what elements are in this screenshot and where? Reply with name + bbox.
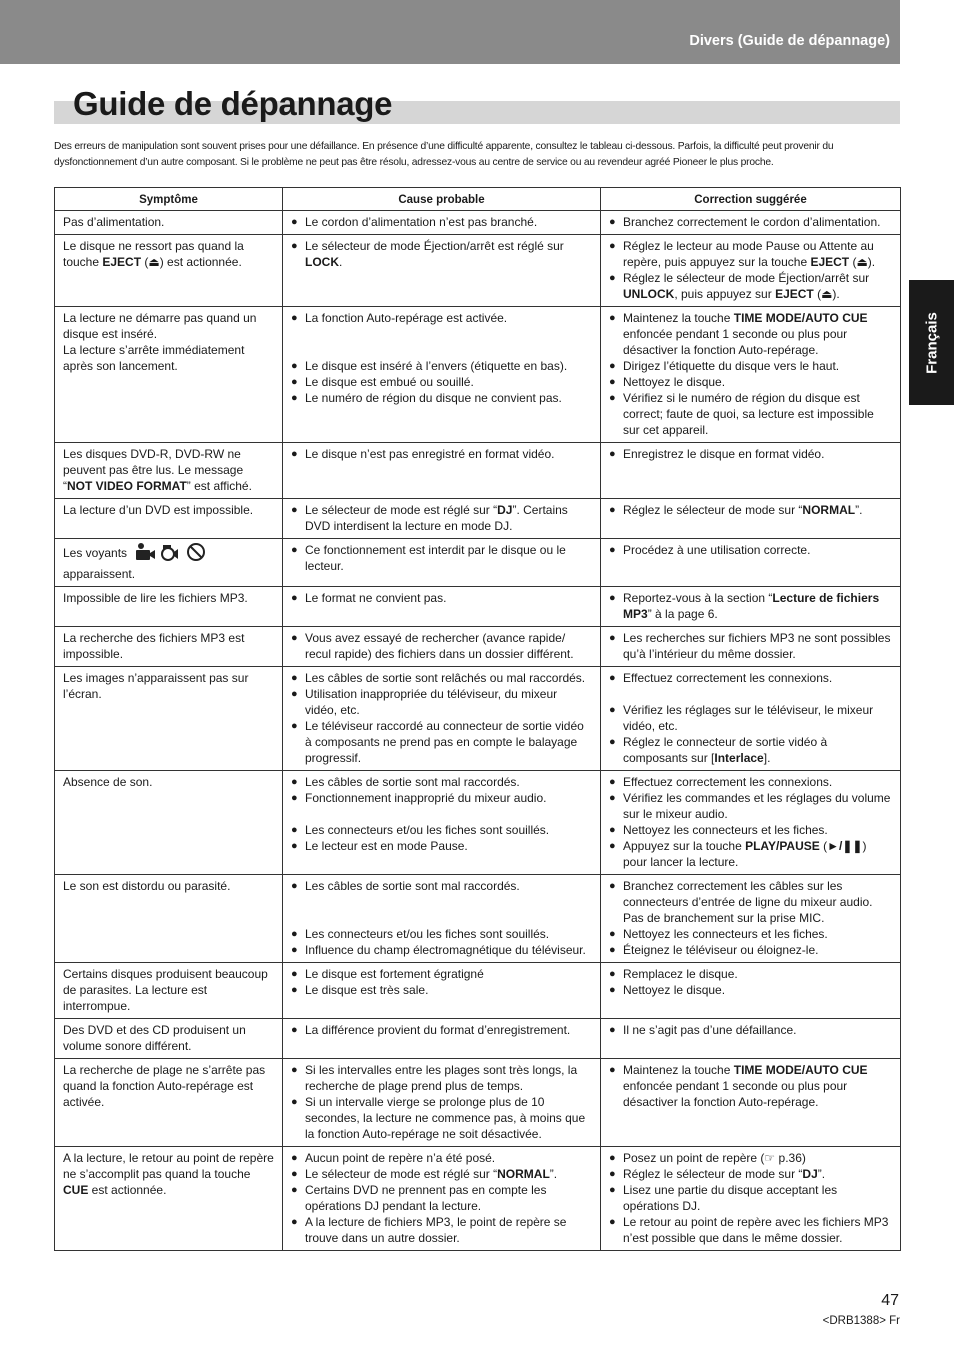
document-code: <DRB1388> Fr	[822, 1315, 900, 1327]
table-row	[55, 211, 901, 235]
table-row	[55, 1059, 901, 1147]
page-number: 47	[881, 1292, 899, 1309]
symptom-cell: Le disque ne ressort pas quand la touche EJECT (⏏) est actionnée.	[55, 235, 283, 307]
table-row	[55, 307, 901, 443]
cause-cell: ● Le sélecteur de mode Éjection/arrêt est réglé sur LOCK.	[283, 235, 601, 307]
symptom-cell: Les voyants apparaissent.	[55, 539, 283, 587]
indicator-icons	[134, 542, 210, 566]
cause-cell: ● Aucun point de repère n’a été posé. ● Le sélecteur de mode est réglé sur “NORMAL”. ● Certains DVD ne prennent pas en compte les opérations DJ pendant la lecture. ● A la lecture de fichiers MP3, le point de repère se trouve dans un autre dossier.	[283, 1147, 601, 1251]
audio-icon	[162, 545, 178, 560]
symptom-cell: Les disques DVD-R, DVD-RW ne peuvent pas être lus. Le message “NOT VIDEO FORMAT” est affiché.	[55, 443, 283, 499]
cause-cell: ● Vous avez essayé de rechercher (avance rapide/ recul rapide) des fichiers dans un dossier différent.	[283, 627, 601, 667]
table-row	[55, 539, 901, 587]
cause-cell: ● Le cordon d’alimentation n’est pas branché.	[283, 211, 601, 235]
cause-cell: ● Les câbles de sortie sont mal raccordés. ● Fonctionnement inapproprié du mixeur audio. ● Les connecteurs et/ou les fiches sont souillés. ● Le lecteur est en mode Pause.	[283, 771, 601, 875]
correction-cell: ● Reportez-vous à la section “Lecture de fichiers MP3” à la page 6.	[601, 587, 901, 627]
table-row	[55, 771, 901, 875]
table-row	[55, 443, 901, 499]
correction-cell: ● Branchez correctement les câbles sur les connecteurs d’entrée de ligne du mixeur audio. Pas de branchement sur la prise MIC. ● Nettoyez les connecteurs et les fiches. ● Éteignez le téléviseur ou éloignez-le.	[601, 875, 901, 963]
cause-cell: ● Le format ne convient pas.	[283, 587, 601, 627]
table-row	[55, 667, 901, 771]
troubleshooting-table	[54, 187, 901, 1251]
cause-cell: ● Ce fonctionnement est interdit par le disque ou le lecteur.	[283, 539, 601, 587]
cause-cell: ● Le sélecteur de mode est réglé sur “DJ”. Certains DVD interdisent la lecture en mode DJ.	[283, 499, 601, 539]
symptom-cell: Impossible de lire les fichiers MP3.	[55, 587, 283, 627]
prohibited-icon	[188, 544, 204, 560]
section-title: Divers (Guide de dépannage)	[689, 33, 890, 49]
symptom-cell: Les images n’apparaissent pas sur l’écran.	[55, 667, 283, 771]
table-row	[55, 627, 901, 667]
correction-cell: ● Réglez le sélecteur de mode sur “NORMAL”.	[601, 499, 901, 539]
symptom-cell: Absence de son.	[55, 771, 283, 875]
symptom-cell: A la lecture, le retour au point de repère ne s’accomplit pas quand la touche CUE est actionnée.	[55, 1147, 283, 1251]
cause-cell: ● Les câbles de sortie sont mal raccordés. ● Les connecteurs et/ou les fiches sont souillés. ● Influence du champ électromagnétique du téléviseur.	[283, 875, 601, 963]
table-row	[55, 235, 901, 307]
cause-cell: ● La fonction Auto-repérage est activée. ● Le disque est inséré à l’envers (étiquette en bas). ● Le disque est embué ou souillé. ● Le numéro de région du disque ne convient pas.	[283, 307, 601, 443]
correction-cell: ● Remplacez le disque. ● Nettoyez le disque.	[601, 963, 901, 1019]
intro-paragraph: Des erreurs de manipulation sont souvent prises pour une défaillance. En présence d’une difficulté apparente, consultez le tableau ci-dessous. Parfois, la difficulté peut provenir du dysfonctionnement d’un autre composant. Si le problème ne peut pas être résolu, adressez-vous au centre de service ou au revendeur agréé Pioneer le plus proche.	[54, 141, 834, 168]
symptom-cell: Certains disques produisent beaucoup de parasites. La lecture est interrompue.	[55, 963, 283, 1019]
top-header-bar	[0, 0, 900, 64]
table-header-row	[55, 188, 901, 211]
correction-cell: ● Les recherches sur fichiers MP3 ne sont possibles qu’à l’intérieur du même dossier.	[601, 627, 901, 667]
correction-cell: ● Il ne s’agit pas d’une défaillance.	[601, 1019, 901, 1059]
correction-cell: ● Réglez le lecteur au mode Pause ou Attente au repère, puis appuyez sur la touche EJECT (⏏). ● Réglez le sélecteur de mode Éjection/arrêt sur UNLOCK, puis appuyez sur EJECT (⏏).	[601, 235, 901, 307]
symptom-cell: Le son est distordu ou parasité.	[55, 875, 283, 963]
correction-cell: ● Effectuez correctement les connexions. ● Vérifiez les commandes et les réglages du volume sur le mixeur audio. ● Nettoyez les connecteurs et les fiches. ● Appuyez sur la touche PLAY/PAUSE (►/❚❚) pour lancer la lecture.	[601, 771, 901, 875]
table-row	[55, 963, 901, 1019]
page-title: Guide de dépannage	[73, 85, 393, 122]
symptom-cell: La lecture d’un DVD est impossible.	[55, 499, 283, 539]
cause-cell: ● La différence provient du format d’enregistrement.	[283, 1019, 601, 1059]
correction-cell: ● Effectuez correctement les connexions. ● Vérifiez les réglages sur le téléviseur, le mixeur vidéo, etc. ● Réglez le connecteur de sortie vidéo à composants sur [Interlace].	[601, 667, 901, 771]
table-row	[55, 1147, 901, 1251]
symptom-cell: La recherche de plage ne s’arrête pas quand la fonction Auto-repérage est activée.	[55, 1059, 283, 1147]
correction-cell: ● Maintenez la touche TIME MODE/AUTO CUE enfoncée pendant 1 seconde ou plus pour désactiver la fonction Auto-repérage. ● Dirigez l’étiquette du disque vers le haut. ● Nettoyez le disque. ● Vérifiez si le numéro de région du disque est correct; faute de quoi, sa lecture est impossible sur cet appareil.	[601, 307, 901, 443]
correction-cell: ● Branchez correctement le cordon d’alimentation.	[601, 211, 901, 235]
column-header-correction: Correction suggérée	[601, 188, 901, 211]
table-row	[55, 587, 901, 627]
table-row	[55, 499, 901, 539]
symptom-cell: La lecture ne démarre pas quand un disque est inséré. La lecture s’arrête immédiatement après son lancement.	[55, 307, 283, 443]
language-tab	[909, 280, 954, 405]
symptom-cell: Pas d’alimentation.	[55, 211, 283, 235]
cause-cell: ● Les câbles de sortie sont relâchés ou mal raccordés. ● Utilisation inappropriée du téléviseur, du mixeur vidéo, etc. ● Le téléviseur raccordé au connecteur de sortie vidéo à composants ne prend pas en compte le balayage progressif.	[283, 667, 601, 771]
correction-cell: ● Posez un point de repère (☞ p.36) ● Réglez le sélecteur de mode sur “DJ”. ● Lisez une partie du disque acceptant les opérations DJ. ● Le retour au point de repère avec les fichiers MP3 n’est possible que dans le même dossier.	[601, 1147, 901, 1251]
table-row	[55, 875, 901, 963]
cause-cell: ● Si les intervalles entre les plages sont très longs, la recherche de plage prend plus de temps. ● Si un intervalle vierge se prolonge plus de 10 secondes, la lecture ne commence pas, à moins que la fonction Auto-repérage ne soit désactivée.	[283, 1059, 601, 1147]
language-tab-label: Français	[923, 311, 940, 374]
camera-angle-icon	[136, 543, 155, 560]
cause-cell: ● Le disque n’est pas enregistré en format vidéo.	[283, 443, 601, 499]
column-header-symptom: Symptôme	[55, 188, 283, 211]
correction-cell: ● Enregistrez le disque en format vidéo.	[601, 443, 901, 499]
correction-cell: ● Maintenez la touche TIME MODE/AUTO CUE enfoncée pendant 1 seconde ou plus pour désactiver la fonction Auto-repérage.	[601, 1059, 901, 1147]
correction-cell: ● Procédez à une utilisation correcte.	[601, 539, 901, 587]
table-row	[55, 1019, 901, 1059]
symptom-cell: La recherche des fichiers MP3 est impossible.	[55, 627, 283, 667]
cause-cell: ● Le disque est fortement égratigné ● Le disque est très sale.	[283, 963, 601, 1019]
column-header-cause: Cause probable	[283, 188, 601, 211]
symptom-cell: Des DVD et des CD produisent un volume sonore différent.	[55, 1019, 283, 1059]
